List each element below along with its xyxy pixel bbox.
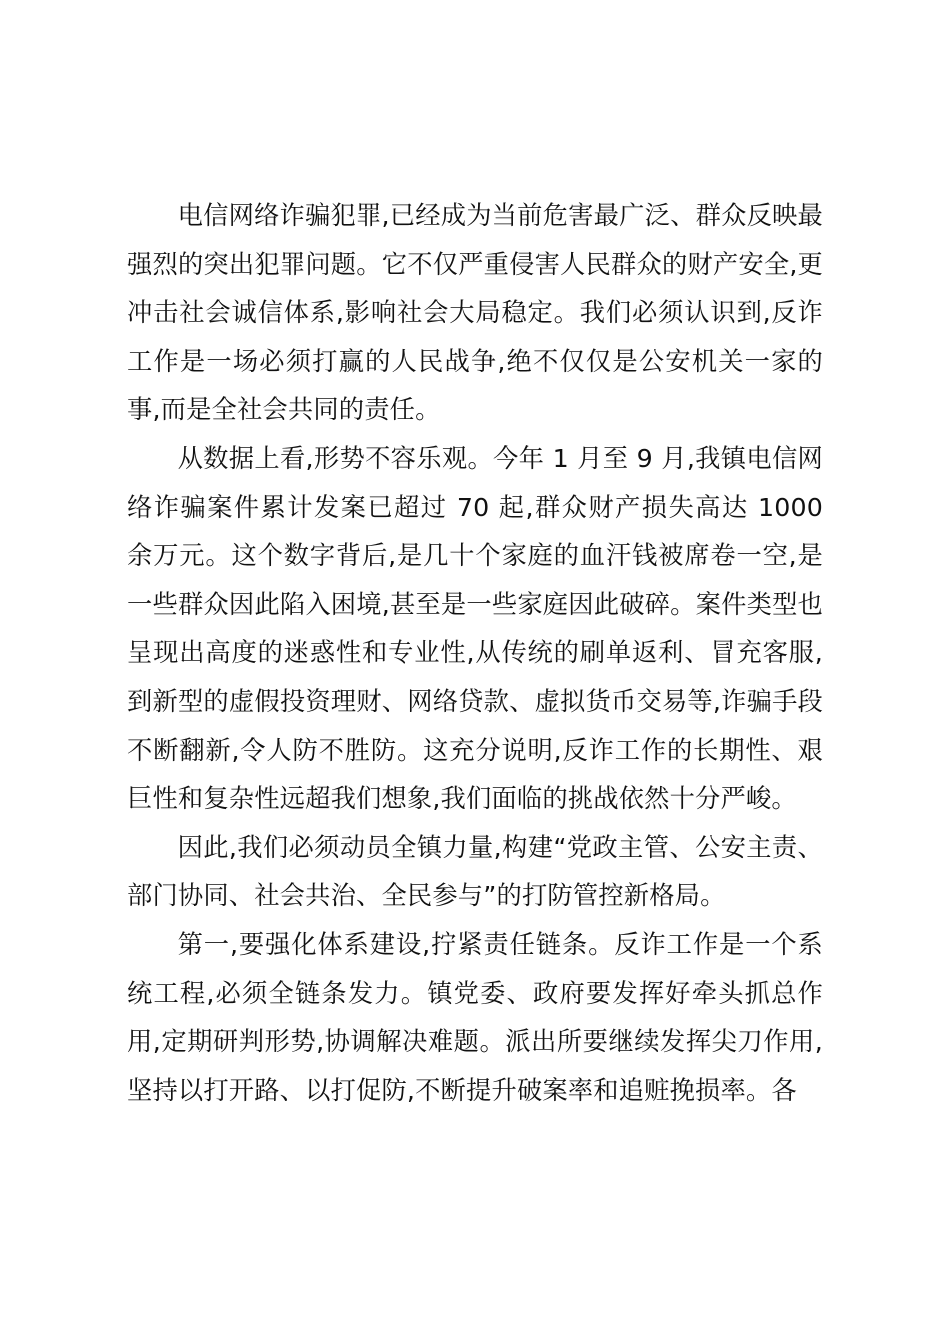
paragraph-3: 因此,我们必须动员全镇力量,构建“党政主管、公安主责、部门协同、社会共治、全民参与”的打防管控新格局。 <box>127 832 823 911</box>
paragraph-1: 电信网络诈骗犯罪,已经成为当前危害最广泛、群众反映最强烈的突出犯罪问题。它不仅严重侵害人民群众的财产安全,更冲击社会诚信体系,影响社会大局稳定。我们必须认识到,反诈工作是一场必须打赢的人民战争,绝不仅仅是公安机关一家的事,而是全社会共同的责任。 <box>127 201 823 425</box>
document-body <box>127 192 823 1115</box>
paragraph-4: 第一,要强化体系建设,拧紧责任链条。反诈工作是一个系统工程,必须全链条发力。镇党委、政府要发挥好牵头抓总作用,定期研判形势,协调解决难题。派出所要继续发挥尖刀作用,坚持以打开路、以打促防,不断提升破案率和追赃挽损率。各 <box>127 929 823 1105</box>
paragraph-2: 从数据上看,形势不容乐观。今年 1 月至 9 月,我镇电信网络诈骗案件累计发案已超过 70 起,群众财产损失高达 1000 余万元。这个数字背后,是几十个家庭的血汗钱被席卷一空,是一些群众因此陷入困境,甚至是一些家庭因此破碎。案件类型也呈现出高度的迷惑性和专业性,从传统的刷单返利、冒充客服,到新型的虚假投资理财、网络贷款、虚拟货币交易等,诈骗手段不断翻新,令人防不胜防。这充分说明,反诈工作的长期性、艰巨性和复杂性远超我们想象,我们面临的挑战依然十分严峻。 <box>127 443 823 814</box>
